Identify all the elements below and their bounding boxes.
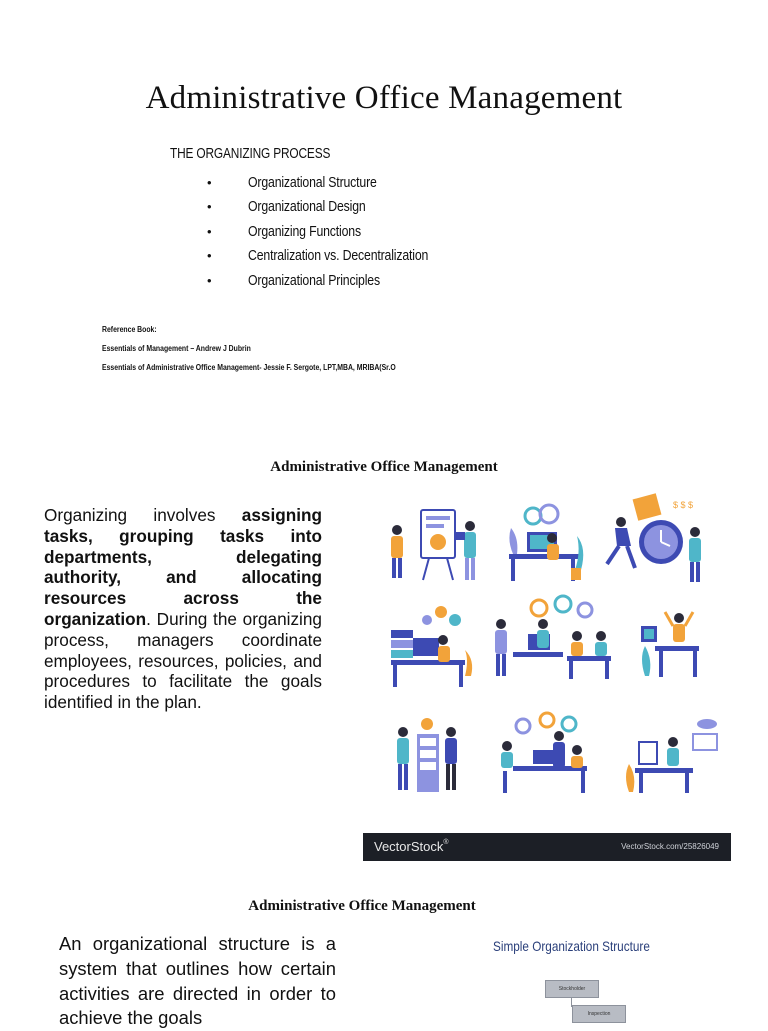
team-meeting-scene (495, 596, 611, 679)
body-paragraph: An organizational structure is a system that outlines how certain activities are directed in order to achieve the goals (59, 933, 336, 1029)
presentation-scene (391, 510, 476, 580)
laptop-work-scene (391, 606, 472, 687)
list-item (205, 170, 468, 195)
list-item-text: Centralization vs. Decentralization (248, 247, 429, 265)
collaboration-scene (501, 713, 587, 793)
file-cabinet-scene (397, 718, 457, 792)
list-item (205, 268, 468, 293)
vectorstock-logo (374, 839, 449, 854)
body-paragraph (44, 505, 322, 713)
clock-running-scene (607, 493, 701, 582)
slide-title: Administrative Office Management (248, 898, 476, 914)
slide-2 (0, 420, 768, 875)
svg-text:$ $ $: $ $ $ (673, 500, 694, 510)
list-item-text: Organizational Principles (248, 271, 380, 289)
body-text: Organizing involves (44, 505, 242, 525)
slide-1 (0, 0, 768, 420)
bullet-icon: • (207, 223, 212, 239)
body-text: . During the organizing process, managers coordinate employees, resources, policies, and procedures to facilitate the goals identified in the plan. (44, 608, 322, 713)
reference-heading: Reference Book: (102, 325, 157, 334)
list-item-text: Organizational Structure (248, 173, 377, 191)
body-text-bold: assigning tasks, grouping tasks into departments, delegating authority, and allocating resources across the organization (44, 505, 322, 629)
org-box: Inspection (572, 1005, 626, 1023)
desk-computer-scene (509, 505, 583, 581)
relaxed-laptop-scene (626, 719, 717, 793)
bullet-icon: • (207, 199, 212, 215)
watermark-bar (363, 833, 731, 861)
bullet-icon: • (207, 272, 212, 288)
office-scenes-illustration (363, 480, 731, 833)
registered-mark: ® (443, 839, 449, 846)
diagram-title: Simple Organization Structure (493, 938, 650, 954)
section-heading: THE ORGANIZING PROCESS (170, 146, 331, 162)
org-box: Stockholder (545, 980, 599, 998)
bullet-icon: • (207, 248, 212, 264)
slide-title: Administrative Office Management (145, 80, 623, 116)
list-item-text: Organizing Functions (248, 222, 361, 240)
list-item (205, 244, 468, 269)
list-item (205, 219, 468, 244)
slide-3 (0, 875, 768, 1029)
slide-title: Administrative Office Management (270, 459, 498, 475)
list-item (205, 195, 468, 220)
reference-entry: Essentials of Management – Andrew J Dubrin (102, 344, 251, 353)
bullet-icon: • (207, 174, 212, 190)
topic-list (205, 170, 468, 293)
celebrating-worker-scene (641, 612, 699, 677)
watermark-url: VectorStock.com/25826049 (621, 842, 719, 851)
watermark-brand: VectorStock (374, 839, 444, 854)
list-item-text: Organizational Design (248, 198, 366, 216)
reference-entry: Essentials of Administrative Office Management- Jessie F. Sergote, LPT,MBA, MRIBA(Sr.O (102, 363, 396, 372)
office-illustration (363, 480, 731, 860)
